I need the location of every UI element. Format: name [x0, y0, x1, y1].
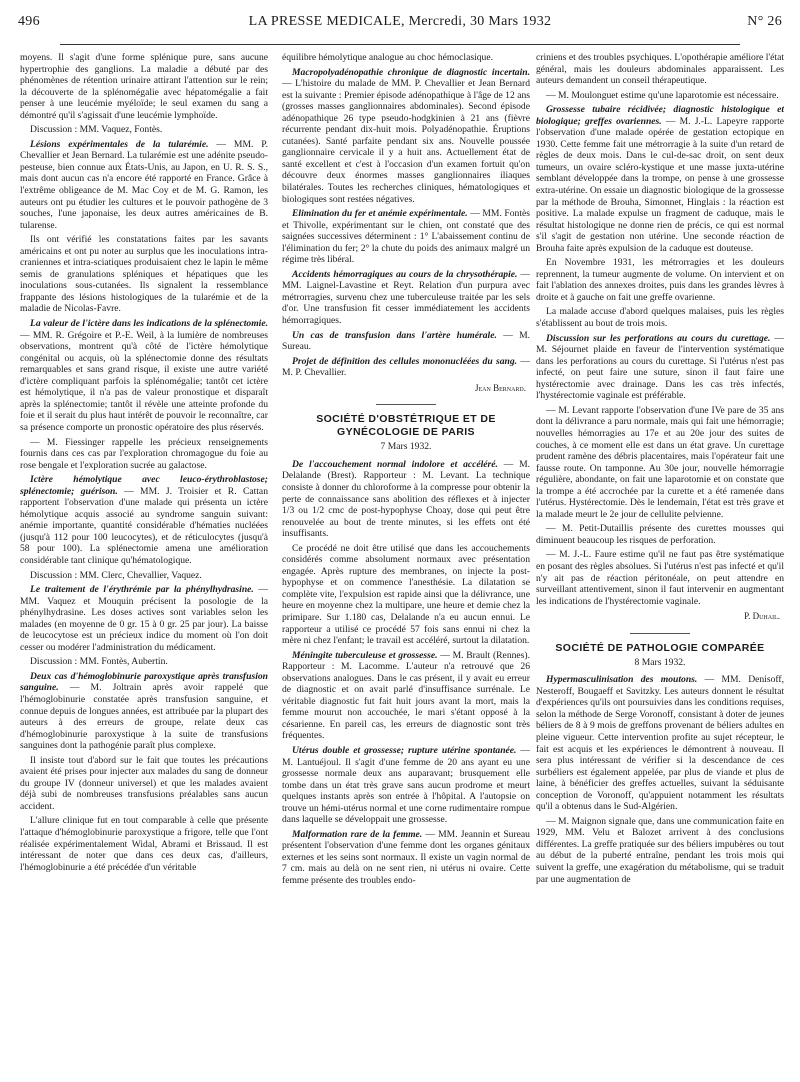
paragraph — [536, 306, 784, 329]
paragraph-body: — M. Joltrain après avoir rappelé que l'hémoglobinurie constatée après transfusion sanguine, et connue depuis de longues années, est attribuée par la plupart des auteurs à des erreurs de groupe, relate deux cas d'hémoglobinurie paroxystique à la suite de transfusions sanguines dont la pathogénie paraît plus complexe. — [20, 682, 268, 752]
column-2 — [282, 52, 530, 1072]
society-date-pathology: 8 Mars 1932. — [634, 656, 686, 668]
paragraph-body: Discussion : MM. Clerc, Chevallier, Vaquez. — [30, 569, 202, 581]
paragraph-body: — M. Fiessinger rappelle les précieux renseignements fournis dans ces cas par l'exploration chromagogue du foie au rose bengale et l'exploration sucrée au galactose. — [20, 436, 268, 471]
paragraph — [20, 755, 268, 813]
society-date-obstetrics: 7 Mars 1932. — [380, 441, 432, 453]
paragraph-body: — MM. Fontès et Thivolle, expérimentant sur le chien, ont constaté que des saignées successives déterminent : 1° L'abaissement continu de l'élimination du fer; 2° la chute du poids des animaux malgré un régime très libéral. — [282, 208, 530, 266]
paragraph-body: — M. Séjournet plaide en faveur de l'intervention systématique dans les perforations au cours du curettage. Si l'utérus n'est pas infecté, on peut faire une suture, sinon il faut faire une hystérectomie avec drainage. Dans les cas très infectés, l'hystérectomie vaginale est préférable. — [536, 332, 784, 402]
paragraph — [282, 208, 530, 266]
paragraph-title: Malformation rare de la femme. — [292, 828, 423, 840]
paragraph-body: — MM. Vaquez et Mouquin précisent la posologie de la phénylhydrasine. Les doses actives sont variables selon les malades (en moyenne de 0 gr. 15 à 0 gr. 25 par jour). La baisse de leucocytose est un précieux indice du moment où l'on doit cesser ou modérer l'administration du médicament. — [20, 584, 268, 653]
paragraph — [20, 139, 268, 231]
paragraph-title: Projet de définition des cellules mononucléées du sang. — [292, 355, 518, 367]
paragraph — [536, 816, 784, 885]
paragraph — [20, 584, 268, 653]
paragraph-body: — MM. Denisoff, Nesteroff, Bougaeff et Savitzky. Les auteurs donnent le résultat d'expériences qu'ils ont poursuivies dans les conditions requises, selon la méthode de Serge Voronoff, consistant à doter de jeunes béliers de 8 à 9 mois de greffons provenant de béliers adultes en pleine vigueur. Cette intervention profite au sujet récepteur, le fait est acquis et les expériences le démontrent à nouveau. Il sera plus intéressant de vérifier si la descendance de ces surbéliers est également appelée, par plus de viande et plus de laine, à bénéficier des greffes actuelles, suivant la séduisante conception de Voronoff, qu'appuient notamment les résultats qu'il a obtenus dans le Sud-Algérien. — [536, 674, 784, 813]
paragraph — [20, 52, 268, 121]
paragraph-body: — M. Lantuéjoul. Il s'agit d'une femme de 20 ans ayant eu une grossesse normale deux ans auparavant; brusquement elle tombe dans un état très grave sans aucun prodrome et meurt quelques instants après son entrée à l'hôpital. A l'autopsie on trouve un hémi-utérus normal et une corne rudimentaire rompue dans laquelle se développait une grossesse. — [282, 744, 530, 826]
paragraph-body: — MM. Jeannin et Sureau présentent l'observation d'une femme dont les organes génitaux externes et les seins sont normaux. Il existe un vagin normal de 7 cm. mais au delà on ne sent rien, ni utérus ni ovaire. Cette femme présente des troubles endo- — [282, 828, 530, 886]
paragraph-body: — M. Levant rapporte l'observation d'une IVe pare de 35 ans dont la délivrance a paru normale, mais qui fait une hémorragie; nouvelles hémorragies au 17e et au 20e jour des suites de couches, à ce moment elle est dans un état grave. Un curettage prudent ramène des débris placentaires, mais l'opérateur fait une fausse route. On tamponne. Au 30e jour, nouvelle hémorragie régulière, abondante, on fait une laparotomie et on constate que la trompe a été accrochée par la curette et a été ramenée dans l'utérus. Hystérectomie. Dès le lendemain, l'état est très grave et la malade meurt le 2e jour de cellulite pelvienne. — [536, 404, 784, 520]
paragraph — [536, 52, 784, 87]
paragraph-body: Discussion : MM. Fontès, Aubertin. — [30, 656, 168, 668]
paragraph — [282, 650, 530, 742]
paragraph-title: Utérus double et grossesse; rupture utérine spontanée. — [292, 744, 517, 756]
paragraph-body: — L'histoire du malade de MM. P. Chevallier et Jean Bernard est la suivante : Premier épisode adénopathique à l'âge de 12 ans (grosses masses ganglionnaires abdominales). Second épisode adénopathique 26 type pseudo-hodgkinien à 21 ans (fièvre récurrente pendant dix-huit mois. Polyadénopathie. Éruptions cutanées). Santé parfaite pendant six ans. Nouvelle poussée ganglionnaire cervicale il y a huit ans. Actuellement état de santé excellent et c'est à l'occasion d'un examen fortuit qu'on découvre deux énormes masses ganglionnaires iliaques bilatérales. Toutes les recherches cliniques, hématologiques et biologiques sont restées négatives. — [282, 78, 530, 205]
paragraph-title: Ictère hémolytique avec leuco-érythroblastose; splénectomie; guérison. — [20, 474, 268, 497]
paragraph — [282, 330, 530, 353]
paragraph-title: De l'accouchement normal indolore et accéléré. — [292, 458, 498, 470]
paragraph-body: Ils ont vérifié les constatations faites par les savants américains et ont pu noter au surplus que les inoculations intra-craniennes et intra-sciatiques produisaient chez le lapin le même semis de granulations spléniques et hépatiques que les inoculations sous-cutanées. Ils signalent la ressemblance frappante des lésions histologiques de la tularémie et de la maladie de Nicolas-Favre. — [20, 234, 268, 315]
paragraph-body: L'allure clinique fut en tout comparable à celle que présente l'attaque d'hémoglobinurie paroxystique a frigore, telle que l'ont réalisée expérimentalement Widal, Abrami et Brissaud. Il est intéressant de noter que dans ces deux cas, d'ailleurs, l'hémoglobinurie a été précédée d'un véritable — [20, 815, 268, 873]
paragraph-body: — M. J.-L. Faure estime qu'il ne faut pas être systématique en posant des règles absolues. Si l'utérus n'est pas infecté et qu'il n'y ait pas de réaction péritonéale, on peut attendre en surveillant attentivement, sinon il faut intervenir en augmentant les indications de l'hystérectomie vaginale. — [536, 549, 784, 607]
header-rule — [60, 44, 740, 45]
paragraph — [20, 234, 268, 315]
paragraph-body: — M. Moulonguet estime qu'une laparotomie est nécessaire. — [546, 89, 779, 101]
paragraph — [20, 671, 268, 752]
paragraph-body: — M. Delalande (Brest). Rapporteur : M. Levant. La technique consiste à donner du chloroforme à la compresse pour obtenir la perte de connaissance sans abolition des réflexes et à injecter 1/3 ou 1/2 cmc de post-hypophyse Choay, dose qui peut être renouvelée au bout de trente minutes, si les effets ont été insuffisants. — [282, 458, 530, 540]
page-number: 496 — [18, 14, 40, 29]
paragraph — [20, 437, 268, 472]
paragraph — [536, 405, 784, 520]
paragraph-body: — M. J.-L. Lapeyre rapporte l'observation d'une malade opérée de gestation ectopique en 1930. Cette femme fait une métrorragie à la suite d'un retard de règles de deux mois. Dans le cul-de-sac droit, on sent deux tumeurs, un ovaire scléro-kystique et une masse juxta-utérine semblant développée dans la trompe, on pense à une grossesse extra-utérine. On essaie un diagnostic biologique de la grossesse par la méthode de Brouha, Simonnet, Hinglais : la réaction est positive. La malade expulse un fragment de caduque, mais le résultat histologique ne donne rien de précis, ce qui est normal s'il s'agit de gestation non utérine. Une seconde réaction de Brouha faite après expulsion de la caduque est douteuse. — [536, 115, 784, 254]
paragraph — [20, 124, 268, 136]
paragraph-title: Hypermasculinisation des moutons. — [546, 674, 698, 686]
paragraph — [536, 257, 784, 303]
paragraph-title: Lésions expérimentales de la tularémie. — [30, 138, 209, 150]
paragraph-body: — MM. J. Troisier et R. Cattan rapportent l'observation d'une malade qui présenta un ictère hémolytique acquis associé au syndrome sanguin suivant: anémie importante, quantité considérable d'hématies nucléées (jusqu'à 112 pour 100 leucocytes), et de réticulocytes (jusqu'à 58 pour 100). La splénectomie amena une amélioration considérable tant clinique qu'hématologique. — [20, 485, 268, 566]
paragraph — [20, 570, 268, 582]
paragraph — [536, 104, 784, 254]
paragraph — [282, 829, 530, 887]
paragraph — [282, 745, 530, 826]
page-header — [18, 14, 782, 38]
paragraph-body: En Novembre 1931, les métrorragies et les douleurs reprennent, la tumeur augmente de volume. On intervient et on fait l'ablation des annexes droites, puis dans les grandes lèvres à droite et à gauche on fait une greffe ovarienne. — [536, 257, 784, 303]
paragraph-title: Le traitement de l'érythrémie par la phénylhydrasine. — [30, 584, 254, 596]
paragraph — [282, 52, 530, 64]
paragraph — [282, 543, 530, 647]
paragraph — [20, 474, 268, 566]
signature-2: P. Duhail. — [744, 611, 780, 622]
paragraph-title: Deux cas d'hémoglobinurie paroxystique après transfusion sanguine. — [20, 670, 268, 694]
paragraph — [536, 90, 784, 102]
paragraph — [536, 523, 784, 546]
paragraph-body: La malade accuse d'abord quelques malaises, puis les règles s'établissent au bout de trois mois. — [536, 306, 784, 330]
paragraph-body: moyens. Il s'agit d'une forme splénique pure, sans aucune hypertrophie des ganglions. La maladie a débuté par des phénomènes de rétention urinaire attirant l'attention sur le rein; la découverte de la splénomégalie avec hépatomégalie a fait penser à une leucémie myéloïde; le seul examen du sang a démontré qu'il s'agissait d'une leucémie lymphoïde. — [20, 52, 268, 121]
section-divider — [630, 633, 690, 634]
paragraph-body: — M. Sureau. — [282, 329, 530, 353]
paragraph-body: — MM. Laignel-Lavastine et Reyt. Relation d'un purpura avec métrorragies, survenu chez une tuberculeuse traitée par les sels d'or. Une transfusion fit cesser immédiatement les accidents hémorragiques. — [282, 268, 530, 327]
paragraph — [282, 269, 530, 327]
society-heading-obstetrics: SOCIÉTÉ D'OBSTÉTRIQUE ET DE GYNÉCOLOGIE DE PARIS — [316, 413, 496, 439]
paragraph-body: équilibre hémolytique analogue au choc hémoclasique. — [282, 52, 493, 63]
paragraph — [282, 67, 530, 206]
paragraph — [282, 356, 530, 379]
paragraph-title: Accidents hémorragiques au cours de la chrysothérapie. — [292, 268, 518, 280]
paragraph — [536, 333, 784, 402]
paragraph-title: Méningite tuberculeuse et grossesse. — [292, 649, 438, 661]
paragraph — [20, 815, 268, 873]
paragraph-body: — MM. R. Grégoire et P.-E. Weil, à la lumière de nombreuses observations, montrent qu'à côté de l'ictère hémolytique congénital ou acquis, où la splénectomie donne des résultats remarquables et sans grand risque, il existe une autre variété d'ictère compliquant parfois la splénomégalie; tantôt cet ictère est hémolytique, il n'a pas de valeur pronostique et disparaît après la splénectomie; tantôt il révèle une atteinte profonde du foie et il serait du plus haut intérêt de pouvoir le reconnaître, car sa présence comporte un pronostic opératoire des plus réservés. — [20, 329, 268, 433]
paragraph-body: Il insiste tout d'abord sur le fait que toutes les précautions avaient été prises pour injecter aux malades du sang de donneur du groupe IV (donneur universel) et que les malades avaient déjà subi de nombreuses transfusions préalables sans aucun accident. — [20, 754, 268, 812]
paragraph-title: Elimination du fer et anémie expérimentale. — [292, 208, 468, 220]
column-1 — [20, 52, 268, 1072]
journal-title: LA PRESSE MEDICALE, Mercredi, 30 Mars 1932 — [248, 14, 552, 29]
paragraph-title: Un cas de transfusion dans l'artère humérale. — [292, 329, 497, 341]
paragraph-body: — M. Petit-Dutaillis présente des curettes mousses qui diminuent beaucoup les risques de perforation. — [536, 523, 784, 546]
paragraph-title: Grossesse tubaire récidivée; diagnostic histologique et biologique; greffes ovariennes. — [536, 104, 784, 127]
paragraph-body: — M. P. Chevallier. — [282, 355, 530, 379]
paragraph — [536, 674, 784, 813]
paragraph-body: — MM. P. Chevallier et Jean Bernard. La tularémie est une adénite pseudo-pesteuse, bien connue aux États-Unis, au Japon, en U. R. S. S., mais dont aucun cas n'a encore été rapporté en France. Grâce à l'extrême obligeance de M. Mac Coy et de M. G. Ramon, les auteurs ont pu étudier les cultures et le pouvoir pathogène de 3 souches, l'une japonaise, les deux autres américaines de B. tularense. — [20, 138, 268, 231]
paragraph-title: La valeur de l'ictère dans les indications de la splénectomie. — [30, 318, 268, 330]
paragraph-title: Macropolyadénopathie chronique de diagnostic incertain. — [292, 66, 530, 78]
paragraph-body: — M. Maignon signale que, dans une communication faite en 1929, MM. Velu et Balozet arrivent à des conclusions différentes. La greffe pratiquée sur des béliers impubères ou tout au début de la puberté entraîne, pendant les trois mois qui suivent la greffe, une exagération du métabolisme, qui se traduit par une augmentation de — [536, 815, 784, 885]
society-heading-pathology: SOCIÉTÉ DE PATHOLOGIE COMPARÉE — [555, 641, 765, 654]
signature-1: Jean Bernard. — [474, 382, 526, 393]
issue-number: N° 26 — [747, 14, 782, 29]
column-3 — [536, 52, 784, 1072]
paragraph — [20, 656, 268, 668]
paragraph-title: Discussion sur les perforations au cours du curettage. — [546, 332, 771, 344]
paragraph-body: — M. Brault (Rennes). Rapporteur : M. Lacomme. L'auteur n'a retrouvé que 26 observations analogues. Dans le cas présent, il y avait eu erreur de diagnostic et on avait parlé d'insuffisance surrénale. Le véritable diagnostic fut fait huit jours avant la mort, mais la femme mourut non accouchée, le mari s'étant opposé à la césarienne. En pareil cas, les erreurs de diagnostic sont très fréquentes. — [282, 649, 530, 742]
paragraph — [536, 549, 784, 607]
paragraph-body: Discussion : MM. Vaquez, Fontès. — [30, 124, 163, 136]
paragraph-body: Ce procédé ne doit être utilisé que dans les accouchements considérés comme absolument normaux avec présentation engagée. Après rupture des membranes, on injecte la post-hypophyse et on commence l'anesthésie. La dilatation se complète vite, l'expulsion est rapide ainsi que la délivrance, une heure en moyenne chez la multipare, une heure et demie chez la primipare. Sur 1.180 cas, Delalande n'a eu aucun ennui. Le rapporteur a utilisé ce procédé 57 fois sans ennui ni chez la mère ni chez l'enfant; le travail est accéléré, surtout la dilatation. — [282, 542, 530, 647]
paragraph — [282, 459, 530, 540]
paragraph-body: criniens et des troubles psychiques. L'opothérapie améliore l'état général, mais les douleurs abdominales apparaissent. Les auteurs demandent un conseil thérapeutique. — [536, 52, 784, 87]
paragraph — [20, 318, 268, 433]
section-divider — [376, 404, 436, 405]
